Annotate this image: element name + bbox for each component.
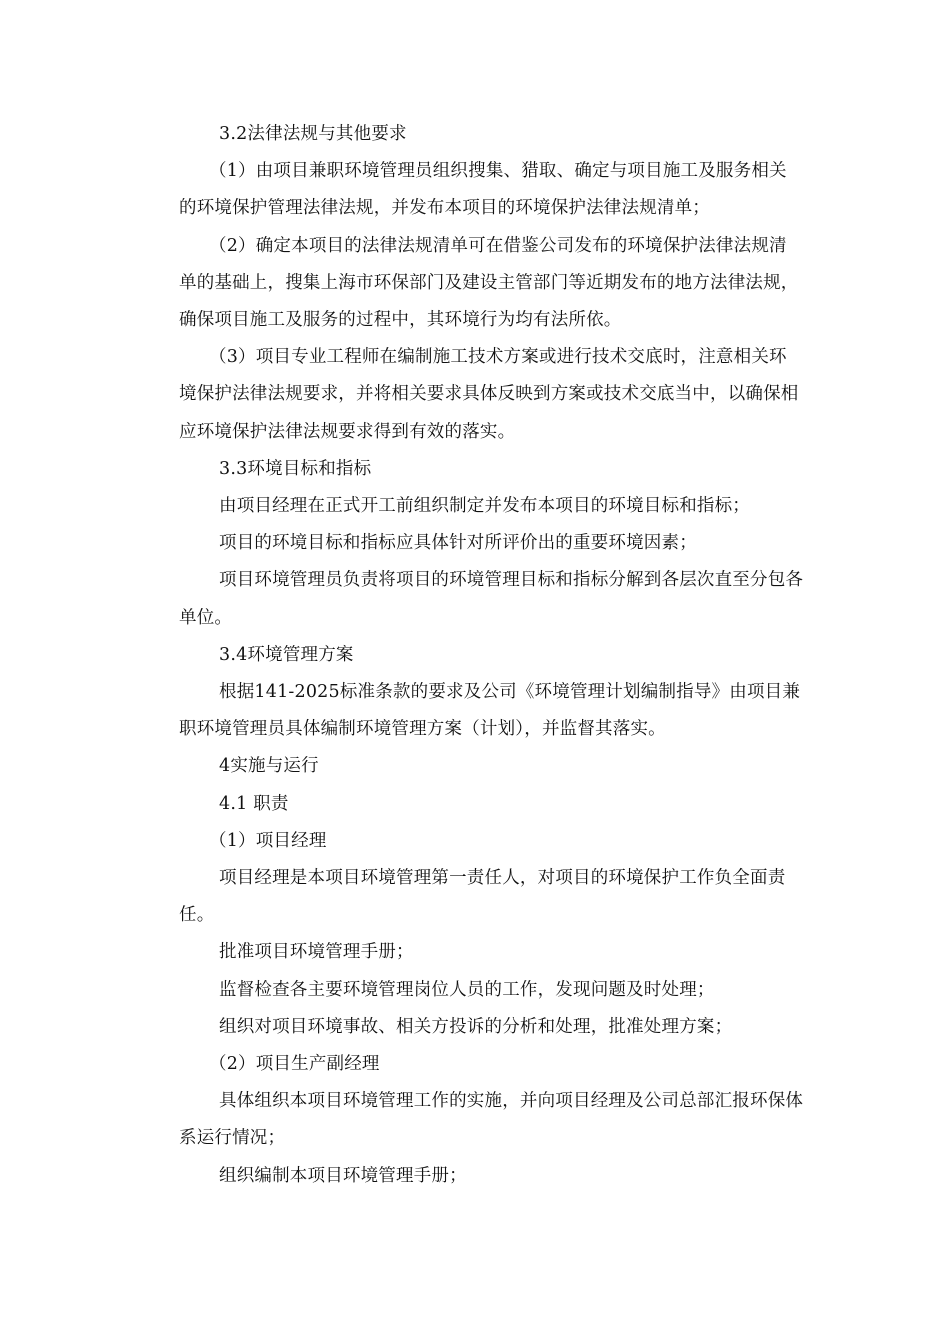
paragraph-line: 的环境保护管理法律法规，并发布本项目的环境保护法律法规清单；: [179, 198, 710, 219]
paragraph-line: 组织编制本项目环境管理手册；: [219, 1165, 467, 1186]
paragraph-line: 项目经理是本项目环境管理第一责任人，对项目的环境保护工作负全面责: [219, 868, 786, 889]
document-body: [179, 116, 821, 1195]
paragraph-line: 系运行情况；: [179, 1128, 286, 1149]
paragraph-line: 单的基础上，搜集上海市环保部门及建设主管部门等近期发布的地方法律法规，: [179, 272, 799, 293]
paragraph-line: 由项目经理在正式开工前组织制定并发布本项目的环境目标和指标；: [219, 496, 750, 517]
paragraph-line: 境保护法律法规要求，并将相关要求具体反映到方案或技术交底当中，以确保相: [179, 384, 799, 405]
paragraph-line: （2）确定本项目的法律法规清单可在借鉴公司发布的环境保护法律法规清: [209, 235, 787, 256]
paragraph-line: 批准项目环境管理手册；: [219, 942, 414, 963]
section-heading: 3.3环境目标和指标: [219, 458, 372, 479]
section-heading: 3.4环境管理方案: [219, 644, 354, 665]
paragraph-line: 项目环境管理员负责将项目的环境管理目标和指标分解到各层次直至分包各: [219, 570, 804, 591]
paragraph-line: 具体组织本项目环境管理工作的实施，并向项目经理及公司总部汇报环保体: [219, 1091, 804, 1112]
paragraph-line: 职环境管理员具体编制环境管理方案（计划），并监督其落实。: [179, 719, 666, 740]
paragraph-line: 组织对项目环境事故、相关方投诉的分析和处理，批准处理方案；: [219, 1016, 733, 1037]
paragraph-line: （3）项目专业工程师在编制施工技术方案或进行技术交底时，注意相关环: [209, 347, 787, 368]
paragraph-line: 根据141-2025标准条款的要求及公司《环境管理计划编制指导》由项目兼: [219, 682, 801, 703]
paragraph-line: 确保项目施工及服务的过程中，其环境行为均有法所依。: [179, 310, 622, 331]
paragraph-line: 应环境保护法律法规要求得到有效的落实。: [179, 421, 516, 442]
section-heading: 4实施与运行: [219, 756, 319, 777]
section-heading: 3.2法律法规与其他要求: [219, 124, 407, 144]
paragraph-line: 项目的环境目标和指标应具体针对所评价出的重要环境因素；: [219, 533, 697, 554]
section-heading: 4.1 职责: [219, 793, 289, 814]
paragraph-line: 单位。: [179, 607, 233, 628]
paragraph-line: 监督检查各主要环境管理岗位人员的工作，发现问题及时处理；: [219, 979, 715, 1000]
subsection-heading: （1）项目经理: [209, 830, 327, 851]
subsection-heading: （2）项目生产副经理: [209, 1054, 380, 1075]
paragraph-line: （1）由项目兼职环境管理员组织搜集、猎取、确定与项目施工及服务相关: [209, 161, 787, 182]
paragraph-line: 任。: [179, 905, 215, 926]
